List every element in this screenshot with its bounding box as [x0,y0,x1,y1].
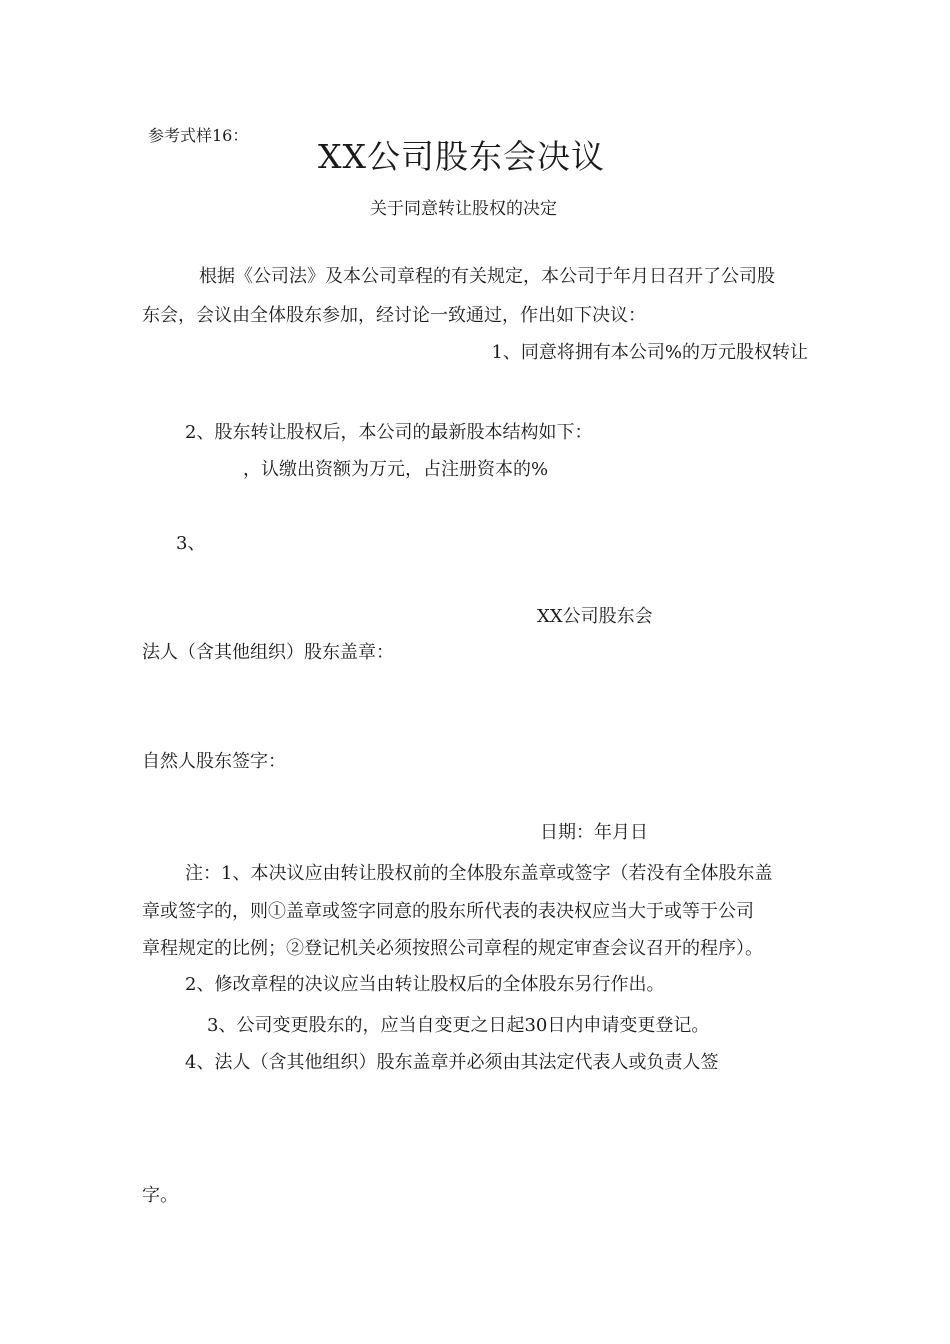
company-signature: XX公司股东会 [537,606,653,627]
resolution-item-3: 3、 [176,533,206,554]
document-title: XX公司股东会决议 [318,137,605,176]
intro-line-2: 东会，会议由全体股东参加，经讨论一致通过，作出如下决议： [142,305,646,326]
note-1-line-2: 章或签字的，则①盖章或签字同意的股东所代表的表决权应当大于或等于公司 [142,901,754,922]
note-3: 3、公司变更股东的，应当自变更之日起30日内申请变更登记。 [207,1015,710,1036]
note-4-line-2: 字。 [142,1185,178,1206]
note-1-line-3: 章程规定的比例；②登记机关必须按照公司章程的规定审查会议召开的程序）。 [142,938,763,959]
note-2: 2、修改章程的决议应当由转让股权后的全体股东另行作出。 [185,974,665,995]
note-1-line-1: 注：1、本决议应由转让股权前的全体股东盖章或签字（若没有全体股东盖 [185,863,773,884]
note-4-line-1: 4、法人（含其他组织）股东盖章并必须由其法定代表人或负责人签 [185,1052,719,1073]
document-subtitle: 关于同意转让股权的决定 [370,199,557,219]
intro-line-1: 根据《公司法》及本公司章程的有关规定，本公司于年月日召开了公司股 [199,266,775,287]
sample-label: 参考式样16： [148,126,249,145]
resolution-item-1: 1、同意将拥有本公司%的万元股权转让 [491,342,808,363]
date-label: 日期：年月日 [540,822,648,843]
natural-person-signature-label: 自然人股东签字： [142,751,286,772]
legal-person-seal-label: 法人（含其他组织）股东盖章： [142,642,394,663]
resolution-item-2-detail: ，认缴出资额为万元，占注册资本的% [243,459,549,480]
resolution-item-2: 2、股东转让股权后，本公司的最新股本结构如下： [185,422,593,443]
